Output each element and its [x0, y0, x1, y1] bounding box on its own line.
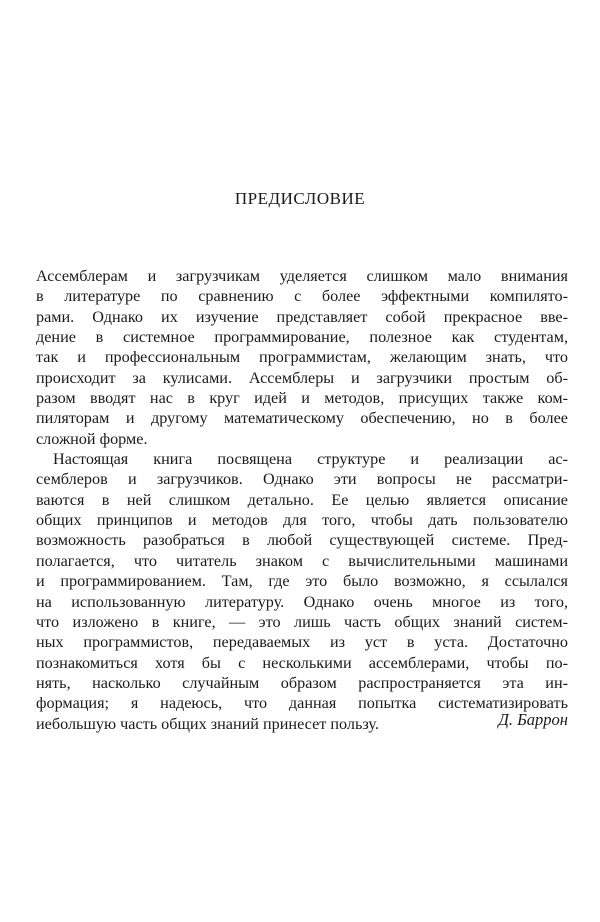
text-line: рами. Однако их изучение представляет собой прекрасное вве- — [36, 307, 568, 326]
text-line: ваются в ней слишком детально. Ее целью является описание — [36, 490, 568, 509]
text-line: познакомиться хотя бы с несколькими ассемблерами, чтобы по- — [36, 653, 568, 672]
text-line: нять, насколько случайным образом распространяется эта ин- — [36, 673, 568, 692]
text-line: происходит за кулисами. Ассемблеры и загрузчики простым об- — [36, 368, 568, 387]
text-line: ных программистов, передаваемых из уст в уста. Достаточно — [36, 633, 568, 652]
text-line: общих принципов и методов для того, чтобы дать пользователю — [36, 511, 568, 530]
text-line: формация; я надеюсь, что данная попытка систематизировать — [36, 694, 568, 713]
text-line: семблеров и загрузчиков. Однако эти вопросы не рассматри- — [36, 470, 568, 489]
text-line: так и профессиональным программистам, желающим знать, что — [36, 348, 568, 367]
text-line: пиляторам и другому математическому обеспечению, но в более — [36, 409, 568, 428]
text-line: Ассемблерам и загрузчикам уделяется слишком мало внимания — [36, 267, 568, 285]
text-line: иебольшую часть общих знаний принесет пользу. — [36, 714, 379, 733]
page-title: ПРЕДИСЛОВИЕ — [234, 189, 366, 208]
text-line: полагается, что читатель знаком с вычислительными машинами — [36, 551, 568, 570]
text-line: Настоящая книга посвящена структуре и реализации ас- — [53, 450, 568, 469]
preface-body — [36, 266, 568, 734]
text-line: дение в системное программирование, полезное как студентам, — [36, 328, 568, 347]
text-line: разом вводят нас в круг идей и методов, присущих также ком- — [36, 389, 568, 408]
text-line: и программированием. Там, где это было возможно, я ссылался — [36, 572, 568, 591]
author-signature: Д. Баррон — [498, 710, 568, 729]
text-line: что изложено в книге, — это лишь часть общих знаний систем- — [36, 612, 568, 631]
text-line: на использованную литературу. Однако очень многое из того, — [36, 592, 568, 611]
text-line: возможность разобраться в любой существующей системе. Пред- — [36, 531, 568, 550]
text-line: сложной форме. — [36, 429, 148, 448]
text-line: в литературе по сравнению с более эффектными компилято- — [36, 287, 568, 306]
